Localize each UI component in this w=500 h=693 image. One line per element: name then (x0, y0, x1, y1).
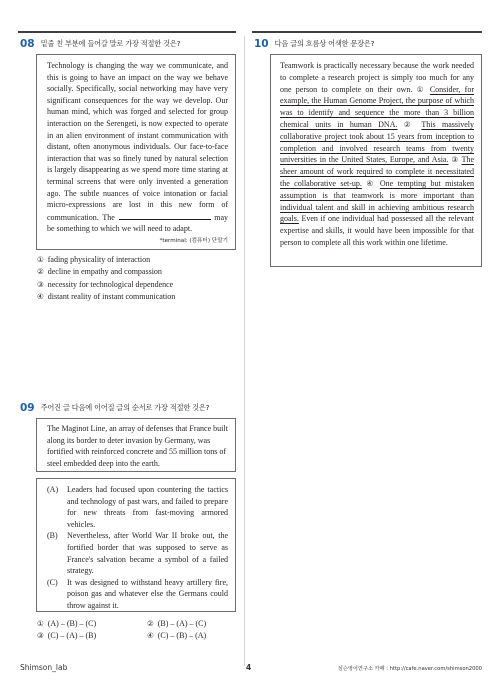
q09-option-2-text: (B) – (A) – (C) (157, 619, 207, 628)
q08-option-3[interactable] (37, 279, 237, 291)
q09-title: 주어진 글 다음에 이어질 글의 순서로 가장 적절한 것은? (40, 403, 210, 412)
q08-option-4-mark: ④ (37, 291, 44, 301)
q08-passage-box (36, 54, 236, 250)
q08-passage-text: Technology is changing the way we communicate, and this is going to have an impact on the way we behave socially. Specifically, social networking may have very significant consequences for the way we develop. Our human mind, which was forged and selected for group interaction on the Serengeti, is now expected to operate in an alien environment of instant communication with distant, often anonymous individuals. Our face-to-face interaction that was so finely tuned by natural selection is largely disappearing as we spend more time staring at terminal screens that were only invented a generation ago. The subtle nuances of voice intonation or facial micro-expressions are lost in this new form of communication. The (47, 61, 228, 222)
q09-intro: The Maginot Line, an array of defenses that France built along its border to deter invasion by Germany, was fortified with reinforced concrete and 55 million tons of steel embedded deep into the earth. (47, 424, 228, 468)
q09-header (20, 402, 209, 414)
q10-sentence-4[interactable]: One tempting but mistaken assumption is that teamwork is more important than individual talent and skill in achieving ambitious research goals. (280, 178, 475, 224)
q09-paragraph-a-label: (A) (47, 485, 59, 494)
q08-option-4-text: distant reality of instant communication (47, 291, 176, 301)
q08-option-1-text: fading physicality of interaction (47, 255, 151, 264)
q09-paragraph-c (47, 577, 228, 612)
q10-title: 다음 글의 흐름상 어색한 문장은? (274, 39, 375, 48)
q08-blank (119, 211, 211, 220)
q09-option-3-text: (C) – (A) – (B) (47, 631, 97, 641)
q08-title: 밑줄 친 부분에 들어갈 말로 가장 적절한 것은? (40, 39, 181, 48)
q08-option-1[interactable] (37, 254, 237, 266)
q10-number: 10 (254, 38, 269, 50)
q09-option-4-text: (C) – (B) – (A) (157, 631, 207, 641)
q08-glossary: *terminal: (컴퓨터) 단말기 (159, 237, 228, 244)
q09-option-1-text: (A) – (B) – (C) (47, 619, 97, 628)
q09-paragraph-b (47, 530, 228, 576)
q10-passage-box (270, 54, 482, 267)
q10-mark-4: ④ (366, 178, 376, 188)
q08-option-2-text: decline in empathy and compassion (47, 267, 162, 277)
q08-passage-end: may be something to which we will need to adapt. (47, 212, 228, 234)
header-rule-right (252, 31, 482, 33)
q09-intro-box (36, 418, 236, 472)
q09-option-1[interactable] (37, 618, 147, 630)
q09-paragraph-a-text: Leaders had focused upon countering the tactics and technology of past wars, and failed to prepare for new threats from fast-moving armored vehicles. (67, 485, 228, 529)
footer-cafe-link[interactable]: 심슨영어연구소 카페 : http://cafe.naver.com/shimson2000 (337, 666, 482, 672)
q08-option-2[interactable] (37, 266, 237, 278)
q08-number: 08 (20, 38, 35, 50)
q08-option-3-text: necessity for technological dependence (47, 279, 174, 289)
q09-number: 09 (20, 402, 35, 414)
q10-intro: Teamwork is practically necessary because the work needed to complete a research project is simply too much for any one person to complete on their own. (280, 61, 474, 94)
q09-options (37, 618, 257, 643)
q09-paragraph-b-label: (B) (47, 531, 58, 541)
header-rule-left (18, 31, 236, 33)
q08-option-1-mark: ① (37, 255, 44, 264)
q09-option-2[interactable] (147, 618, 257, 630)
q08-option-3-mark: ③ (37, 279, 44, 289)
footer-page-number: 4 (246, 663, 252, 672)
q09-option-3-mark: ③ (37, 631, 44, 641)
q08-option-4[interactable] (37, 291, 237, 303)
q10-mark-3: ③ (451, 155, 459, 165)
q09-option-2-mark: ② (147, 619, 154, 628)
q09-option-4-mark: ④ (147, 631, 154, 641)
q10-mark-2: ② (403, 119, 416, 129)
q08-options (37, 254, 237, 303)
q10-outro: Even if one individual had possessed all the relevant expertise and skills, it would have been impossible for that person to complete all this work within one lifetime. (280, 214, 475, 247)
q09-option-3[interactable] (37, 630, 147, 642)
q09-option-4[interactable] (147, 630, 257, 642)
q10-passage (280, 60, 474, 249)
q09-paragraph-a (47, 484, 228, 530)
q10-sentence-2[interactable]: This massively collaborative project took about 15 years from inception to completion and involved research teams from twenty universities in the United States, Europe, and Asia. (280, 119, 475, 165)
q09-paragraph-c-label: (C) (47, 577, 58, 587)
q09-option-1-mark: ① (37, 619, 44, 628)
q08-passage (47, 60, 228, 235)
q09-paragraph-b-text: Nevertheless, after World War II broke out, the fortified border that was supposed to serve as France's salvation became a symbol of a failed strategy. (67, 531, 228, 576)
column-divider (244, 36, 245, 666)
q08-header (20, 38, 180, 50)
q09-paragraph-c-text: It was designed to withstand heavy artillery fire, poison gas and whatever else the Germans could throw against it. (67, 577, 228, 610)
q09-paragraphs-box (36, 478, 236, 612)
q10-header (254, 38, 374, 50)
footer-brand: Shimson_lab (20, 663, 68, 672)
q10-mark-1: ① (416, 84, 426, 94)
q10-sentence-1[interactable]: Consider, for example, the Human Genome Project, the purpose of which was to identify and sequence the more than 3 billion chemical units in human DNA. (280, 84, 474, 129)
q10-sentence-3[interactable]: The sheer amount of work required to complete it necessitated the collaborative set-up. (280, 155, 475, 188)
q08-option-2-mark: ② (37, 267, 44, 277)
